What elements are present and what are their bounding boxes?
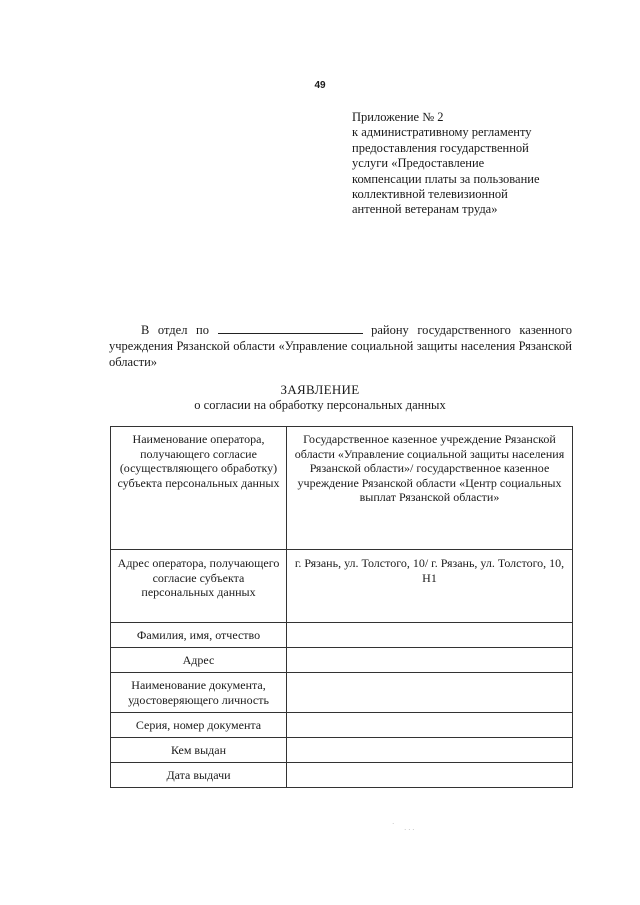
operator-address-value: г. Рязань, ул. Толстого, 10/ г. Рязань, ул. Толстого, 10, Н1 (287, 550, 573, 623)
appendix-line: услуги «Предоставление (352, 156, 485, 171)
id-document-field[interactable] (287, 673, 573, 713)
operator-address-label: Адрес оператора, получающего согласие субъекта персональных данных (111, 550, 287, 623)
appendix-block (352, 110, 587, 218)
appendix-line: предоставления государственной (352, 140, 529, 155)
id-document-label: Наименование документа, удостоверяющего личность (111, 673, 287, 713)
table-row (111, 550, 573, 623)
addressee-prefix: В отдел по (141, 323, 209, 337)
operator-name-label: Наименование оператора, получающего согласие (осуществляющего обработку) субъекта персональных данных (111, 427, 287, 550)
appendix-line: к административному регламенту (352, 125, 532, 140)
page-number: 49 (314, 80, 326, 91)
table-row (111, 713, 573, 738)
addressee-suffix: району государственного казенного учреждения Рязанской области «Управление социальной защиты населения Рязанской области» (109, 323, 573, 369)
document-heading (0, 382, 640, 413)
document-title: ЗАЯВЛЕНИЕ (280, 382, 360, 397)
consent-form-table (110, 426, 573, 788)
full-name-field[interactable] (287, 623, 573, 648)
issued-by-field[interactable] (287, 738, 573, 763)
table-row (111, 673, 573, 713)
appendix-line: антенной ветеранам труда» (352, 202, 498, 217)
address-field[interactable] (287, 648, 573, 673)
table-row (111, 738, 573, 763)
appendix-line: Приложение № 2 (352, 110, 444, 124)
full-name-label: Фамилия, имя, отчество (111, 623, 287, 648)
issued-by-label: Кем выдан (111, 738, 287, 763)
table-row (111, 648, 573, 673)
district-blank-field[interactable] (218, 323, 363, 334)
issue-date-field[interactable] (287, 763, 573, 788)
appendix-line: компенсации платы за пользование (352, 171, 540, 186)
table-row (111, 623, 573, 648)
issue-date-label: Дата выдачи (111, 763, 287, 788)
document-subtitle: о согласии на обработку персональных данных (194, 398, 446, 412)
document-number-field[interactable] (287, 713, 573, 738)
table-row (111, 763, 573, 788)
address-label: Адрес (111, 648, 287, 673)
document-number-label: Серия, номер документа (111, 713, 287, 738)
appendix-line: коллективной телевизионной (352, 187, 508, 202)
table-row (111, 427, 573, 550)
scan-smudge: · · · (404, 826, 415, 834)
scan-smudge: · (392, 820, 395, 828)
operator-name-value: Государственное казенное учреждение Рязанской области «Управление социальной защиты населения Рязанской области»/ государственное казенное учреждение Рязанской области «Центр социальных выплат Рязанской области» (287, 427, 573, 550)
addressee-block (109, 322, 572, 370)
